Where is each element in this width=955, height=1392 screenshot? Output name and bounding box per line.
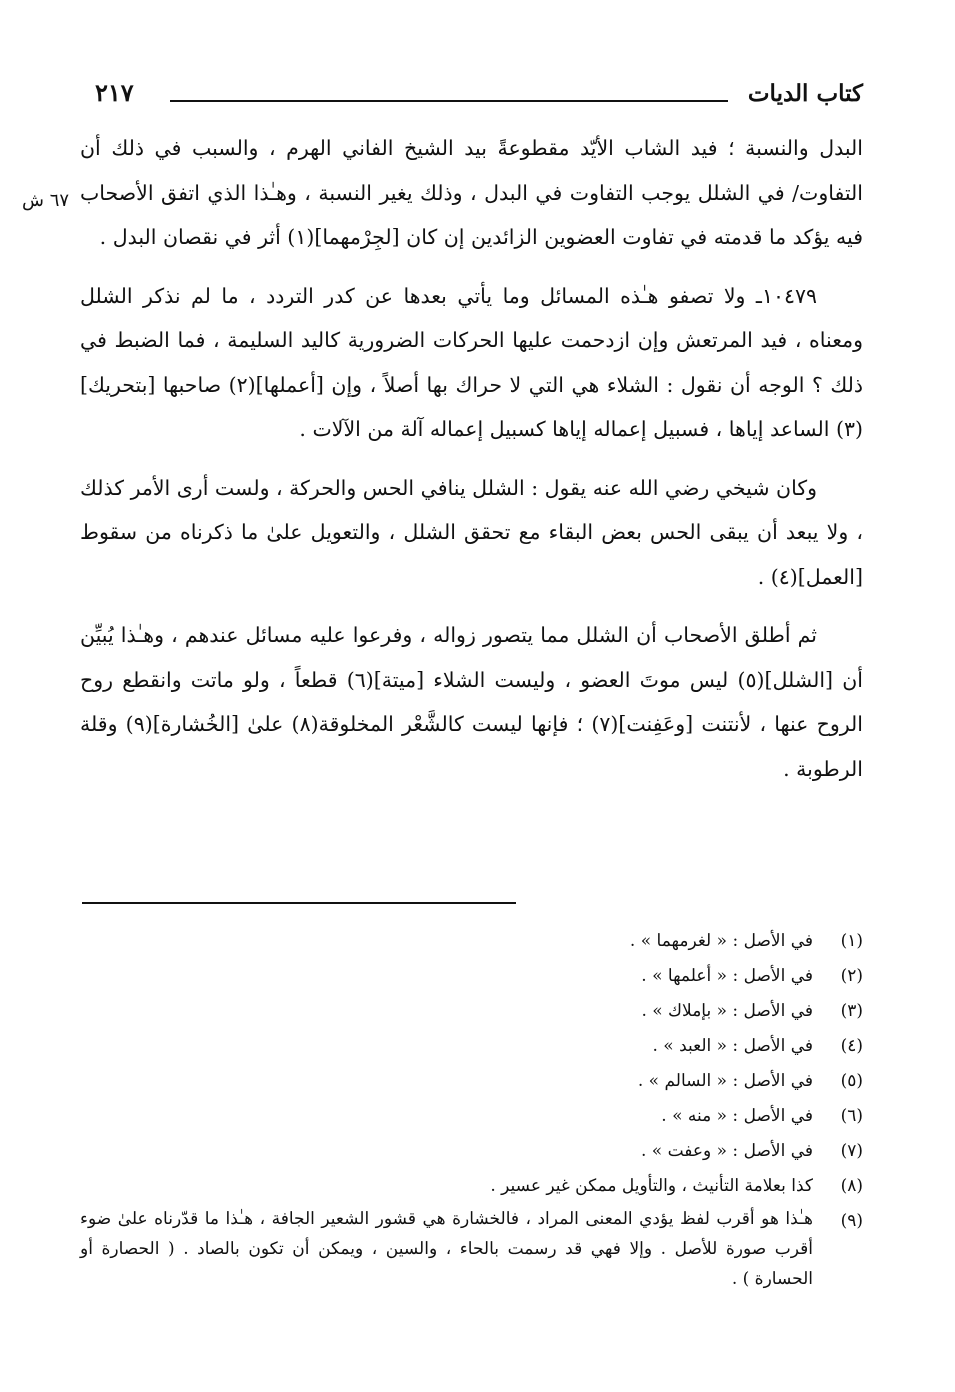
footnote <box>80 1029 863 1064</box>
footnote-number: (٢) <box>840 966 863 986</box>
main-text <box>80 126 863 791</box>
footnote-text: في الأصل : « أعلمها » . <box>641 966 813 986</box>
footnote <box>80 959 863 994</box>
footnote-number: (٨) <box>840 1176 863 1196</box>
footnote <box>80 1169 863 1204</box>
footnote-text: في الأصل : « العبد » . <box>652 1036 813 1056</box>
running-header <box>95 78 863 122</box>
footnote <box>80 1099 863 1134</box>
footnote-text: في الأصل : « بإملاك » . <box>641 1001 813 1021</box>
header-rule <box>170 100 728 102</box>
footnote-text: في الأصل : « منه » . <box>661 1106 813 1126</box>
book-title: كتاب الديات <box>747 80 863 107</box>
footnote-number: (٧) <box>840 1141 863 1161</box>
margin-folio-note: ٦٧ ش <box>22 190 70 211</box>
footnote <box>80 1204 863 1294</box>
footnote-text: في الأصل : « لغرمهما » . <box>629 931 813 951</box>
footnote-text: في الأصل : « السالم » . <box>637 1071 813 1091</box>
footnotes <box>80 924 863 1294</box>
page-number: ٢١٧ <box>95 78 134 107</box>
footnote-number: (٤) <box>840 1036 863 1056</box>
footnote <box>80 1134 863 1169</box>
paragraph-1: البدل والنسبة ؛ فيد الشاب الأيّد مقطوعةً بيد الشيخ الفاني الهرم ، والسبب في ذلك أن التفاوت/ في الشلل يوجب التفاوت في البدل ، وذلك يغير النسبة ، وهـٰذا الذي اتفق الأصحاب فيه يؤكد ما قدمته في تفاوت العضوين الزائدين إن كان [لجِرْمهما](١) أثر في نقصان البدل . <box>80 136 863 249</box>
footnote <box>80 1064 863 1099</box>
paragraph-4: ثم أطلق الأصحاب أن الشلل مما يتصور زواله ، وفرعوا عليه مسائل عندهم ، وهـٰذا يُبيِّن أن [الشلل](٥) ليس موتَ العضو ، وليست الشلاء [ميتة](٦) قطعاً ، ولو ماتت وانقطع روح الروح عنها ، لأنتنت [وعَفِنت](٧) ؛ فإنها ليست كالشَّعْر المخلوقة(٨) علىٰ [الخُشارة](٩) وقلة الرطوبة . <box>80 623 863 781</box>
paragraph-2: ١٠٤٧٩ـ ولا تصفو هـٰذه المسائل وما يأتي بعدها عن كدر التردد ، ما لم نذكر الشلل ومعناه ، فيد المرتعش وإن ازدحمت عليها الحركات الضرورية كاليد السليمة ، فما الضبط في ذلك ؟ الوجه أن نقول : الشلاء هي التي لا حراك بها أصلاً ، وإن [أعملها](٢) صاحبها [بتحريك](٣) الساعد إياها ، فسبيل إعماله إياها كسبيل إعماله آلة من الآلات . <box>80 283 863 441</box>
footnote-number: (١) <box>840 931 863 951</box>
footnote-text: كذا بعلامة التأنيث ، والتأويل ممكن غير عسير . <box>490 1176 813 1196</box>
footnote-separator <box>82 902 516 904</box>
footnote-text: هـٰذا هو أقرب لفظ يؤدي المعنى المراد ، فالخشارة هي قشور الشعير الجافة ، هـٰذا ما قدّرناه علىٰ ضوء أقرب صورة للأصل . وإلا فهي قد رسمت بالحاء ، والسين ، ويمكن أن تكون بالصاد . ( الحصارة أو الحسارة ) . <box>80 1209 813 1289</box>
footnote-number: (٦) <box>840 1106 863 1126</box>
footnote <box>80 924 863 959</box>
footnote <box>80 994 863 1029</box>
paragraph-3: وكان شيخي رضي الله عنه يقول : الشلل ينافي الحس والحركة ، ولست أرى الأمر كذلك ، ولا يبعد أن يبقى الحس بعض البقاء مع تحقق الشلل ، والتعويل علىٰ ما ذكرناه من سقوط [العمل](٤) . <box>80 475 863 589</box>
footnote-number: (٣) <box>840 1001 863 1021</box>
footnote-text: في الأصل : « وعفت » . <box>640 1141 813 1161</box>
footnote-number: (٩) <box>840 1211 863 1231</box>
footnote-number: (٥) <box>840 1071 863 1091</box>
